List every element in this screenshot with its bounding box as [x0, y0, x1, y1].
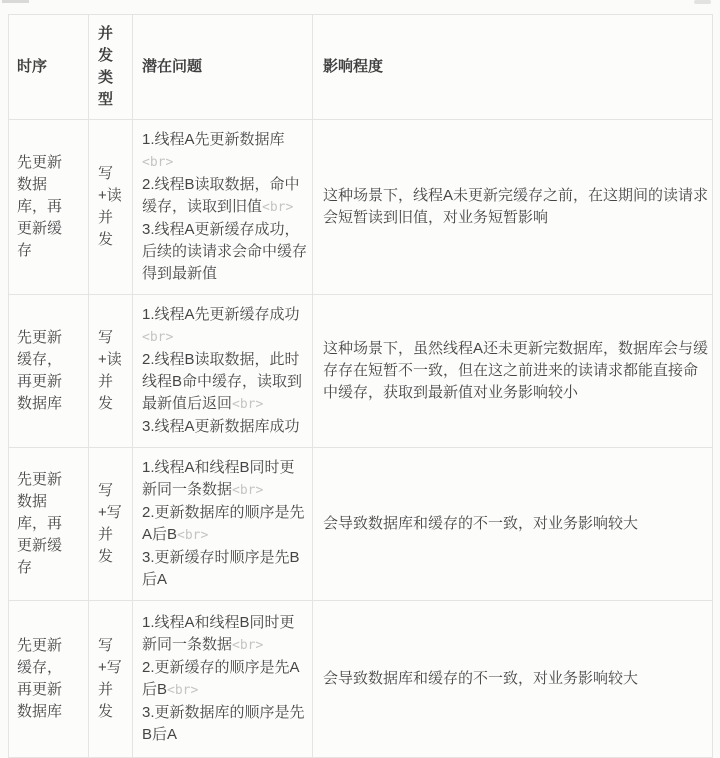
- header-impact-level: 影响程度: [313, 15, 713, 120]
- header-timing: 时序: [9, 15, 89, 120]
- problem-step: [142, 416, 307, 438]
- problem-step-text: 1.线程A先更新缓存成功: [142, 306, 300, 323]
- br-tag-literal: <br>: [232, 397, 264, 412]
- concurrency-cell: 写+写并发: [89, 601, 133, 758]
- problem-step-text: 2.更新数据库的顺序是先A后B: [142, 504, 305, 543]
- problem-step-text: 3.线程A更新数据库成功: [142, 418, 300, 435]
- header-potential-problems: 潜在问题: [133, 15, 313, 120]
- problem-step: [142, 457, 307, 502]
- impact-cell: 这种场景下，线程A未更新完缓存之前，在这期间的读请求会短暂读到旧值，对业务短暂影响: [313, 120, 713, 295]
- table-header: [9, 15, 713, 120]
- problem-step: [142, 657, 307, 702]
- problem-step: [142, 174, 307, 219]
- header-concurrency-type: 并发类型: [89, 15, 133, 120]
- problem-step-text: 3.更新缓存时顺序是先B后A: [142, 549, 300, 588]
- br-tag-literal: <br>: [142, 330, 174, 345]
- problem-step-text: 3.更新数据库的顺序是先B后A: [142, 704, 305, 743]
- problem-step-text: 3.线程A更新缓存成功，后续的读请求会命中缓存得到最新值: [142, 221, 308, 282]
- header-row: [9, 15, 713, 120]
- cropped-edge-artifact-left: [2, 0, 29, 3]
- cache-db-consistency-table: [8, 14, 713, 758]
- concurrency-cell: 写+读并发: [89, 295, 133, 448]
- br-tag-literal: <br>: [232, 638, 264, 653]
- concurrency-cell: 写+读并发: [89, 120, 133, 295]
- br-tag-literal: <br>: [167, 683, 199, 698]
- cropped-edge-artifact-right: [694, 0, 711, 4]
- impact-cell: 会导致数据库和缓存的不一致，对业务影响较大: [313, 448, 713, 601]
- table-row: [9, 120, 713, 295]
- problem-step: [142, 304, 307, 349]
- timing-cell: 先更新缓存，再更新数据库: [9, 295, 89, 448]
- table-row: [9, 295, 713, 448]
- timing-cell: 先更新缓存，再更新数据库: [9, 601, 89, 758]
- problem-step: [142, 349, 307, 416]
- problem-step-text: 1.线程A和线程B同时更新同一条数据: [142, 459, 295, 498]
- problem-step-text: 2.更新缓存的顺序是先A后B: [142, 659, 300, 698]
- problems-cell: [133, 295, 313, 448]
- br-tag-literal: <br>: [142, 155, 174, 170]
- concurrency-cell: 写+写并发: [89, 448, 133, 601]
- table-row: [9, 448, 713, 601]
- problem-step: [142, 219, 307, 285]
- problem-step: [142, 612, 307, 657]
- br-tag-literal: <br>: [177, 528, 209, 543]
- timing-cell: 先更新数据库，再更新缓存: [9, 448, 89, 601]
- table-row: [9, 601, 713, 758]
- problem-step-text: 1.线程A和线程B同时更新同一条数据: [142, 614, 295, 653]
- timing-cell: 先更新数据库，再更新缓存: [9, 120, 89, 295]
- problem-step: [142, 129, 307, 174]
- br-tag-literal: <br>: [262, 200, 294, 215]
- impact-cell: 这种场景下，虽然线程A还未更新完数据库，数据库会与缓存存在短暂不一致，但在这之前进来的读请求都能直接命中缓存，获取到最新值对业务影响较小: [313, 295, 713, 448]
- problem-step: [142, 547, 307, 591]
- problem-step: [142, 702, 307, 746]
- impact-cell: 会导致数据库和缓存的不一致，对业务影响较大: [313, 601, 713, 758]
- table-body: [9, 120, 713, 758]
- problems-cell: [133, 601, 313, 758]
- table-container: [8, 14, 713, 758]
- problem-step-text: 2.线程B读取数据，此时线程B命中缓存，读取到最新值后返回: [142, 351, 303, 412]
- problem-step-text: 1.线程A先更新数据库: [142, 131, 285, 148]
- br-tag-literal: <br>: [232, 483, 264, 498]
- problem-step: [142, 502, 307, 547]
- problems-cell: [133, 448, 313, 601]
- problem-step-text: 2.线程B读取数据，命中缓存，读取到旧值: [142, 176, 300, 215]
- problems-cell: [133, 120, 313, 295]
